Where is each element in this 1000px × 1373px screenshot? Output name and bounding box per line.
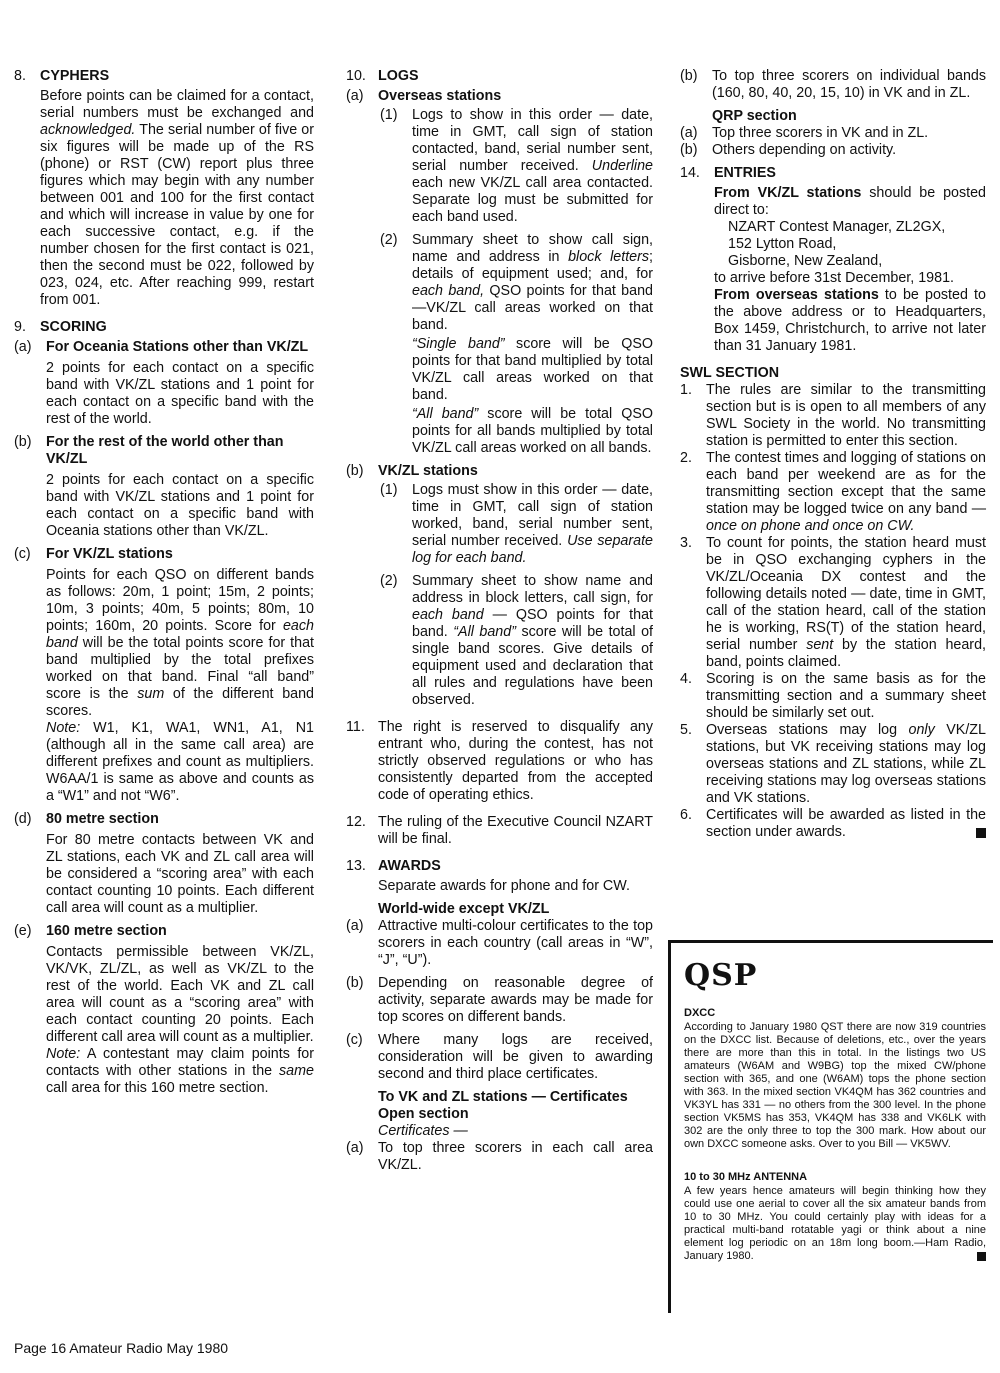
section-title: ENTRIES xyxy=(714,165,776,181)
subsection-title: For the rest of the world other than VK/ZL xyxy=(46,434,284,467)
section-number: 10. xyxy=(346,68,366,84)
subsection: (a) For Oceania Stations other than VK/ZL 2 points for each contact on a specific band with VK/ZL stations and 1 point for each contact on a specific band with the rest of the world. xyxy=(14,339,314,427)
section-number: 9. xyxy=(14,319,26,335)
column-middle xyxy=(346,68,653,1184)
column-left xyxy=(14,68,314,1107)
section-title: AWARDS xyxy=(378,858,441,874)
dxcc-heading: DXCC xyxy=(684,1007,716,1019)
qsp-body xyxy=(684,1007,986,1283)
paragraph: Before points can be claimed for a contact, serial numbers must be exchanged and acknowledged. The serial number of five or six figures will be made up of the RS (phone) or RST (CW) report plus three figures which may begin with any number between 001 and 100 for the first contact and which will increase in value by one for each successive contact, e.g. if the number chosen for the first contact is 021, then the second must be 022, followed by 023, 024, etc. After reaching 999, restart from 001. xyxy=(40,88,314,308)
subsection: (b) VK/ZL stations (1) Logs must show in this order — date, time in GMT, call sign of station worked, band, serial number sent, serial number received. Use separate log for each band. (2) Summary sheet to show name and address in block letters, call sign, for each band — QSO points for that band. “All band” score will be total of single band scores. Give details of equipment used and declaration that all rules and regulations have been observed. xyxy=(346,463,654,708)
section-awards: 13. AWARDS Separate awards for phone and for CW. World-wide except VK/ZL (a) Attractive multi-colour certificates to the top scorers in each country (call areas in “W”, “J”, “U”). (b) Depending on reasonable degree of activity, separate awards may be made for top scores on different bands. (c) Where many logs are received, consideration will be given to awarding second and third place certificates. To VK and ZL stations — Certificates Open section Certificates — (a) To top three scorers in each call area VK/ZL. xyxy=(346,858,653,1173)
antenna-heading: 10 to 30 MHz ANTENNA xyxy=(684,1171,808,1183)
section-cyphers xyxy=(14,68,314,309)
qsp-title: QSP xyxy=(684,958,758,993)
subsection-title: For Oceania Stations other than VK/ZL xyxy=(46,339,309,355)
subsection-title: Overseas stations xyxy=(378,88,502,104)
section-disqualify: 11. The right is reserved to disqualify any entrant who, during the contest, has not strictly observed regulations or who has consistently departed from the accepted code of operating ethics. xyxy=(346,719,653,803)
column-right: (b) To top three scorers on individual bands (160, 80, 40, 20, 15, 10) in VK and in ZL. QRP section (a) Top three scorers in VK and in ZL. (b) Others depending on activity. 14. ENTRIES From VK/ZL stations should be posted direct to: NZART Contest Manager, ZL2GX, 152 Lytton Road, Gisborne, New Zealand, to arrive before 31st December, 1981. From overseas stations to be posted to the above address or to Headquarters, Box 1459, Christchurch, to arrive not later than 31 January 1981. SWL SECTION 1. The rules are similar to the transmitting section but is is open to all members of any SWL Society in the world. No transmitting station is permitted to enter this section. 2. The contest times and logging of stations on each band per weekend are as for the transmitting section except that the same station may be logged twice on any band — once on phone and once on CW. 3. To count for points, the station heard must be in QSO exchanging cyphers in the VK/ZL/Oceania DX contest and the following details noted — date, time in GMT, call of the station heard, call of the station he is working, RS(T) of the station heard, serial number sent by the station heard, band, points claimed. 4. Scoring is on the same basis as for the transmitting section and a summary sheet should be similarly set out. 5. Overseas stations may log only VK/ZL stations, but VK receiving stations may log overseas stations and ZL stations, while ZL receiving stations may log overseas stations and VK stations. 6. Certificates will be awarded as listed in the section under awards. xyxy=(680,68,986,840)
page-footer: Page 16 Amateur Radio May 1980 xyxy=(14,1340,229,1356)
section-logs xyxy=(346,68,653,709)
section-title: SCORING xyxy=(40,319,107,335)
end-mark-icon xyxy=(976,828,986,838)
subsection: (d) 80 metre section For 80 metre contacts between VK and ZL stations, each VK and ZL call area will be considered a “scoring area” with each contact counting 10 points. Each different call area will count as a multiplier. xyxy=(14,811,314,916)
subsection-title: 160 metre section xyxy=(46,923,167,939)
subsection-title: 80 metre section xyxy=(46,811,159,827)
section-ruling: 12. The ruling of the Executive Council NZART will be final. xyxy=(346,814,653,847)
end-mark-icon xyxy=(977,1252,986,1261)
section-swl: SWL SECTION 1. The rules are similar to the transmitting section but is is open to all members of any SWL Society in the world. No transmitting station is permitted to enter this section. 2. The contest times and logging of stations on each band per weekend are as for the transmitting section except that the same station may be logged twice on any band — once on phone and once on CW. 3. To count for points, the station heard must be in QSO exchanging cyphers in the VK/ZL/Oceania DX contest and the following details noted — date, time in GMT, call of the station heard, call of the station he is working, RS(T) of the station heard, serial number sent by the station heard, band, points claimed. 4. Scoring is on the same basis as for the transmitting section and a summary sheet should be similarly set out. 5. Overseas stations may log only VK/ZL stations, but VK receiving stations may log overseas stations and ZL stations, while ZL receiving stations may log overseas stations and VK stations. 6. Certificates will be awarded as listed in the section under awards. xyxy=(680,365,986,840)
antenna-text: A few years hence amateurs will begin thinking how they could use one aerial to cover all the six amateur bands from 10 to 30 MHz. You could certainly play with ideas for a practical multi-band rotatable yagi or think about a nine element log periodic on an 18m long boom.—Ham Radio, January 1980. xyxy=(684,1185,986,1262)
subsection-title: VK/ZL stations xyxy=(378,463,478,479)
section-title: CYPHERS xyxy=(40,68,110,84)
subsection: (c) For VK/ZL stations Points for each QSO on different bands as follows: 20m, 1 point; 15m, 2 points; 10m, 3 points; 40m, 5 points; 80m, 10 points; 160m, 20 points. Score for each band will be the total points score for that band multiplied by the total prefixes worked on that band. Final “all band” score is the sum of the different band scores. Note: W1, K1, WA1, WN1, A1, N1 (although all in the same call area) are different prefixes and count as multipliers. W6AA/1 is same as above and counts as a “W1” and not “W6”. xyxy=(14,546,314,804)
subsection: (b) For the rest of the world other than VK/ZL 2 points for each contact on a specific band with VK/ZL stations and 1 point for each contact on a specific band with Oceania stations other than VK/ZL. xyxy=(14,434,314,539)
section-entries: 14. ENTRIES From VK/ZL stations should be posted direct to: NZART Contest Manager, ZL2GX, 152 Lytton Road, Gisborne, New Zealand, to arrive before 31st December, 1981. From overseas stations to be posted to the above address or to Headquarters, Box 1459, Christchurch, to arrive not later than 31 January 1981. xyxy=(680,165,986,354)
section-title: LOGS xyxy=(378,68,419,84)
subsection: (a) Overseas stations (1) Logs to show in this order — date, time in GMT, call sign of station contacted, band, serial number sent, serial number received. Underline each new VK/ZL call area contacted. Separate log must be submitted for each band used. (2) Summary sheet to show call sign, name and address in block letters; details of equipment used; and, for each band, QSO points for that band—VK/ZL call areas worked on that band. “Single band” score will be QSO points for that band multiplied by total VK/ZL call areas worked on that band. “All band” score will be total QSO points for all bands multiplied by total VK/ZL call areas worked on all bands. xyxy=(346,88,654,456)
subsection-title: For VK/ZL stations xyxy=(46,546,173,562)
section-number: 8. xyxy=(14,68,26,84)
section-scoring xyxy=(14,319,314,1097)
section-title: SWL SECTION xyxy=(680,365,780,381)
dxcc-text: According to January 1980 QST there are now 319 countries on the DXCC list. Because of deletions, etc., over the years there are more than this in total. In the listings two US amateurs (W6AM and W9BG) top the mixed CW/phone section with 365, and one (W6AM) tops the phone section with 363. In the mixed section VK4QM has 362 countries and VK3YL has 331 — no others from the 300 level. In the phone section VK5MS has 353, VK4QM has 338 and VK6LK with 302 are the only three to top the 300 mark. How about our own DXCC someone asks. Over to you Bill — VK5WV. xyxy=(684,1021,986,1150)
subsection: (e) 160 metre section Contacts permissible between VK/ZL, VK/VK, ZL/ZL, as well as VK/ZL to the rest of the world. Each VK and ZL call area will count as a “scoring area” with each contact counting 20 points. Each different call area will count as a multiplier. Note: A contestant may claim points for contacts with other stations in the same call area for this 160 metre section. xyxy=(14,923,314,1096)
